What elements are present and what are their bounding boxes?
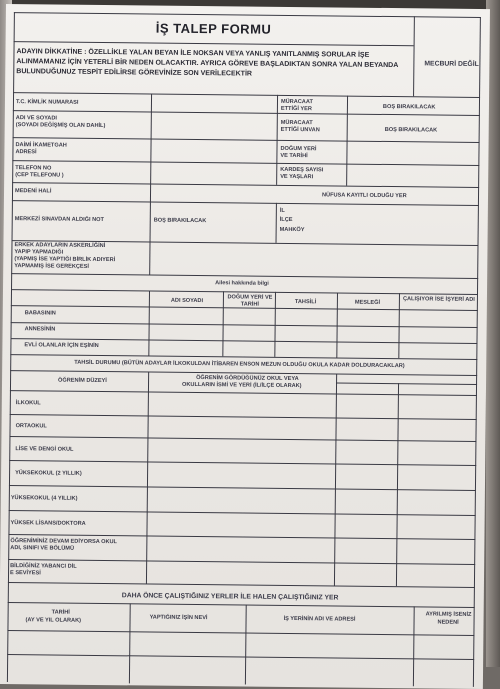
name-label: ADI VE SOYADI: [15, 115, 57, 122]
table-rule-horizontal: [10, 414, 477, 420]
military-label-4: YAPMAMIŞ İSE GEREKÇESİ: [14, 263, 90, 270]
table-rule-horizontal: [336, 382, 477, 384]
applied-title-label-sub: ETTİĞİ UNVAN: [280, 126, 320, 134]
table-rule-vertical: [334, 373, 337, 585]
table-rule-horizontal: [13, 137, 480, 143]
table-rule-horizontal: [12, 182, 479, 188]
siblings-label: KARDEŞ SAYISI: [280, 166, 324, 174]
education-row-college-4: YÜKSEKOKUL (4 YILLIK): [10, 495, 78, 502]
birth-label-sub: VE TARİHİ: [280, 152, 308, 160]
address-label-sub: ADRESİ: [15, 149, 37, 156]
education-language: BİLDİĞİNİZ YABANCI DİL: [10, 563, 77, 570]
applied-title-label: MÜRACAAT: [280, 119, 313, 127]
applied-title-value: BOŞ BIRAKILACAK: [384, 126, 438, 134]
work-col-reason: AYRILMIŞ İSENİZ: [425, 611, 472, 618]
table-rule-horizontal: [8, 559, 475, 565]
work-col-date: TARİHİ: [51, 609, 70, 616]
registry-il: İL: [279, 207, 285, 214]
family-col-birth: DOĞUM YERİ VE TARİHİ: [227, 294, 273, 308]
table-rule-horizontal: [7, 630, 474, 636]
work-col-place: İŞ YERİNİN ADI VE ADRESİ: [283, 615, 356, 623]
table-rule-horizontal: [11, 322, 478, 328]
exam-score-value: BOŞ BIRAKILACAK: [153, 217, 207, 225]
table-rule-vertical: [245, 605, 247, 685]
birth-label: DOĞUM YERİ: [280, 145, 317, 153]
registry-ilce: İLÇE: [279, 216, 293, 224]
education-col-school: ÖĞRENİM GÖRDÜĞÜNÜZ OKUL VEYA: [196, 375, 299, 383]
tc-no-label: T.C. KİMLİK NUMARASI: [15, 99, 79, 106]
table-rule-vertical: [276, 203, 277, 243]
family-section-title: Ailesi hakkında bilgi: [215, 280, 269, 287]
table-rule-horizontal: [10, 390, 477, 396]
table-rule-horizontal: [11, 273, 478, 279]
table-rule-vertical: [396, 383, 399, 586]
address-label: DAİMİ İKAMETGAH: [15, 142, 67, 149]
table-rule-vertical: [413, 606, 415, 686]
family-row-spouse: EVLİ OLANLAR İÇİN EŞİNİN: [24, 342, 99, 349]
notice-line-3: BULUNDUĞUNUZ TESPİT EDİLİRSE GÖREVİNİZE SON VERİLECEKTİR: [16, 68, 253, 78]
work-col-duty: YAPTIĞINIZ İŞİN NEVİ: [149, 614, 208, 622]
education-row-college-2: YÜKSEKOKUL (2 YILLIK): [15, 470, 82, 477]
table-rule-vertical: [146, 372, 149, 584]
table-rule-horizontal: [9, 485, 476, 491]
work-col-date-sub: (AY VE YIL OLARAK): [25, 617, 82, 624]
military-label-1: ERKEK ADAYLARIN ASKERLİĞİNİ: [14, 242, 106, 250]
table-rule-vertical: [413, 16, 415, 96]
table-rule-horizontal: [9, 460, 476, 466]
phone-label-sub: (CEP TELEFONU ): [15, 172, 64, 179]
form-paper: [0, 4, 490, 689]
family-col-profession: MESLEĞİ: [354, 299, 381, 306]
education-ongoing-sub: ADI, SINIFI VE BÖLÜMÜ: [10, 545, 75, 552]
table-rule-horizontal: [7, 654, 474, 660]
family-col-education: TAHSİLİ: [294, 299, 317, 306]
form-title: İŞ TALEP FORMU: [155, 20, 272, 37]
registry-mahkoy: MAHKÖY: [279, 226, 305, 234]
table-rule-horizontal: [8, 582, 475, 588]
education-col-level: ÖĞRENİM DÜZEYİ: [58, 377, 107, 385]
education-row-middle: ORTAOKUL: [15, 423, 47, 430]
education-row-primary: İLKOKUL: [15, 400, 41, 407]
table-rule-horizontal: [12, 200, 479, 206]
education-section-title: TAHSİL DURUMU (BÜTÜN ADAYLAR İLKOKULDAN İTİBAREN ENSON MEZUN OLDUĞU OKULA KADAR DOLDURACAKLAR): [74, 359, 405, 370]
family-col-workplace: ÇALIŞIYOR İSE İŞYERİ ADI: [402, 296, 475, 303]
work-col-reason-sub: NEDENİ: [437, 619, 459, 626]
siblings-label-sub: VE YAŞLARI: [280, 173, 314, 181]
family-row-father: BABASININ: [24, 310, 56, 317]
table-rule-horizontal: [14, 12, 481, 18]
table-rule-horizontal: [9, 436, 476, 442]
table-rule-horizontal: [8, 602, 475, 608]
applied-place-value: BOŞ BIRAKILACAK: [382, 103, 436, 111]
military-label-3: (YAPMIŞ İSE YAPTIĞI BİRLİK ADIYERİ: [14, 256, 116, 264]
table-rule-horizontal: [9, 510, 476, 516]
notice-line-2: ALINMAMANIZ İÇİN YETERLİ BİR NEDEN OLACAKTIR. AYRICA GÖREVE BAŞLADIKTAN SONRA YALAN BEYANDA: [16, 58, 399, 70]
work-section-title: DAHA ÖNCE ÇALIŞTIĞINIZ YERLER İLE HALEN ÇALIŞTIĞINIZ YER: [121, 592, 339, 602]
applied-place-label: MÜRACAAT: [280, 98, 313, 106]
mandatory-note: MECBURİ DEĞİL: [424, 60, 479, 68]
name-label-sub: (SOYADI DEĞİŞMİŞ OLAN DAHİL): [15, 122, 106, 130]
education-ongoing: ÖĞRENİMİNİZ DEVAM EDİYORSA OKUL: [10, 538, 118, 546]
phone-label: TELEFON NO: [15, 165, 52, 172]
education-row-highschool: LİSE VE DENGİ OKUL: [15, 446, 74, 453]
exam-score-label: MERKEZİ SINAVDAN ALDIĞI NOT: [14, 216, 104, 224]
marital-label: MEDENİ HALİ: [15, 188, 52, 195]
table-rule-horizontal: [12, 160, 479, 166]
table-rule-vertical: [129, 603, 131, 683]
applied-place-label-sub: ETTİĞİ YER: [280, 105, 312, 113]
table-rule-horizontal: [13, 92, 480, 98]
family-col-name: ADI SOYADI: [170, 297, 204, 305]
notice-line-1: ADAYIN DİKKATİNE : ÖZELLİKLE YALAN BEYAN İLE NOKSAN VEYA YANLIŞ YANITLANMIŞ SORULAR İŞE: [16, 48, 370, 59]
family-row-mother: ANNESİNİN: [24, 326, 56, 333]
education-language-sub: E SEVİYESİ: [10, 570, 41, 577]
education-col-school-sub: OKULLARIN İSMİ VE YERİ (İL/İLÇE OLARAK): [181, 381, 302, 390]
registry-label: NÜFUSA KAYITLI OLDUĞU YER: [321, 192, 407, 200]
military-label-2: YAPIP YAPMADIĞI: [14, 249, 64, 256]
education-row-graduate: YÜKSEK LİSANS/DOKTORA: [10, 520, 86, 527]
table-rule-horizontal: [14, 41, 414, 46]
